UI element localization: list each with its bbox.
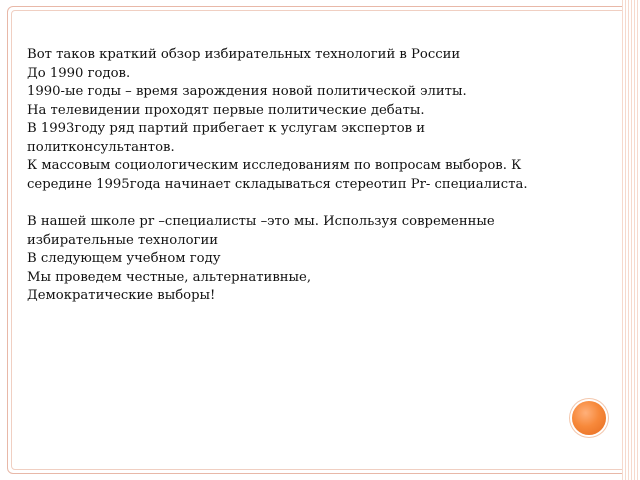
text-line: К массовым социологическим исследованиям по вопросам выборов. К <box>27 158 522 173</box>
text-line: Мы проведем честные, альтернативные, <box>27 269 312 285</box>
text-line: В нашей школе pr –специалисты –это мы. Используя современные <box>27 214 495 229</box>
text-line: На телевидении проходят первые политические дебаты. <box>27 102 425 118</box>
text-line: До 1990 годов. <box>27 65 131 81</box>
text-line: 1990-ые годы – время зарождения новой политической элиты. <box>27 84 467 99</box>
paragraph-spacer <box>27 194 597 213</box>
text-line: политконсультантов. <box>27 139 175 155</box>
text-line: избирательные технологии <box>27 232 219 248</box>
text-line: В 1993году ряд партий прибегает к услугам экспертов и <box>27 121 426 136</box>
decorative-stripe-bar <box>622 0 640 480</box>
orange-circle-icon <box>572 401 606 435</box>
slide-body-text <box>27 46 597 306</box>
text-line: В следующем учебном году <box>27 251 221 266</box>
text-line: Вот таков краткий обзор избирательных технологий в России <box>27 47 461 62</box>
text-line: Демократические выборы! <box>27 288 216 303</box>
text-line: середине 1995года начинает складываться стереотип Pr- специалиста. <box>27 176 528 192</box>
